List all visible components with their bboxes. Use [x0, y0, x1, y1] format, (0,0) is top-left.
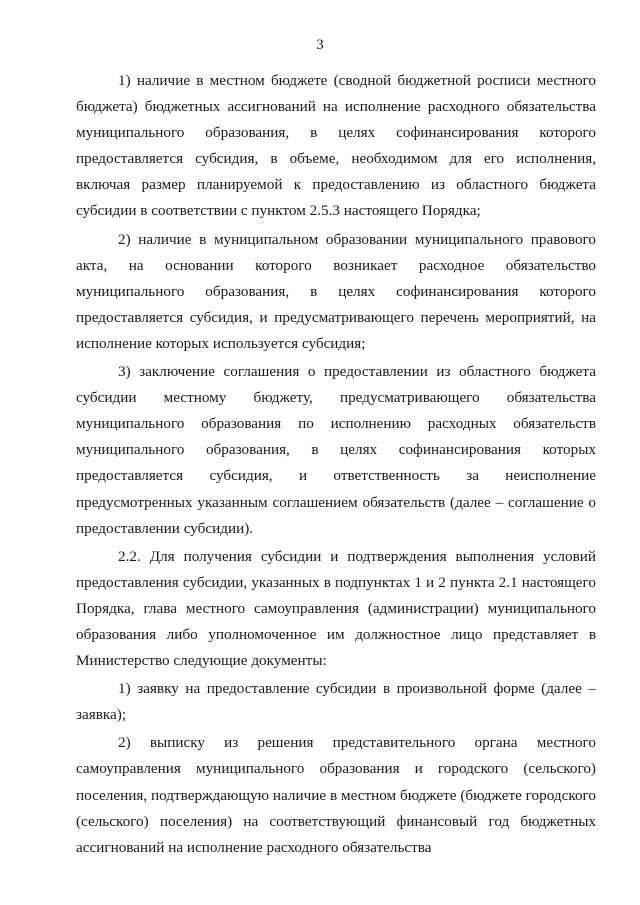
paragraph-condition-2: 2) наличие в муниципальном образовании муниципального правового акта, на основании которого возникает расходное обязательство муниципального образования, в целях софинансирования которого предоставляется субсидия, и предусматривающего перечень мероприятий, на исполнение которых используется субсидия; [76, 230, 596, 352]
paragraph-section-2-2: 2.2. Для получения субсидии и подтверждения выполнения условий предоставления субсидии, указанных в подпунктах 1 и 2 пункта 2.1 настоящего Порядка, глава местного самоуправления (администрации) муниципального образования либо уполномоченное им должностное лицо представляет в Министерство следующие документы: [76, 547, 596, 670]
document-body [76, 68, 596, 863]
paragraph-document-2: 2) выписку из решения представительного органа местного самоуправления муниципального образования и городского (сельского) поселения, подтверждающую наличие в местном бюджете (бюджете городского (сельского) поселения) на соответствующий финансовый год бюджетных ассигнований на исполнение расходного обязательства [76, 734, 596, 856]
page-number: 3 [316, 37, 324, 53]
paragraph-condition-3: 3) заключение соглашения о предоставлении из областного бюджета субсидии местному бюджету, предусматривающего обязательства муниципального образования по исполнению расходных обязательств муниципального образования, в целях софинансирования которых предоставляется субсидия, и ответственность за неисполнение предусмотренных указанным соглашением обязательств (далее – соглашение о предоставлении субсидии). [76, 363, 596, 537]
paragraph-document-1: 1) заявку на предоставление субсидии в произвольной форме (далее – заявка); [76, 680, 596, 724]
paragraph-condition-1: 1) наличие в местном бюджете (сводной бюджетной росписи местного бюджета) бюджетных ассигнований на исполнение расходного обязательства муниципального образования, в целях софинансирования которого предоставляется субсидия, в объеме, необходимом для его исполнения, включая размер планируемой к предоставлению из областного бюджета субсидии в соответствии с пунктом 2.5.3 настоящего Порядка; [76, 72, 596, 220]
